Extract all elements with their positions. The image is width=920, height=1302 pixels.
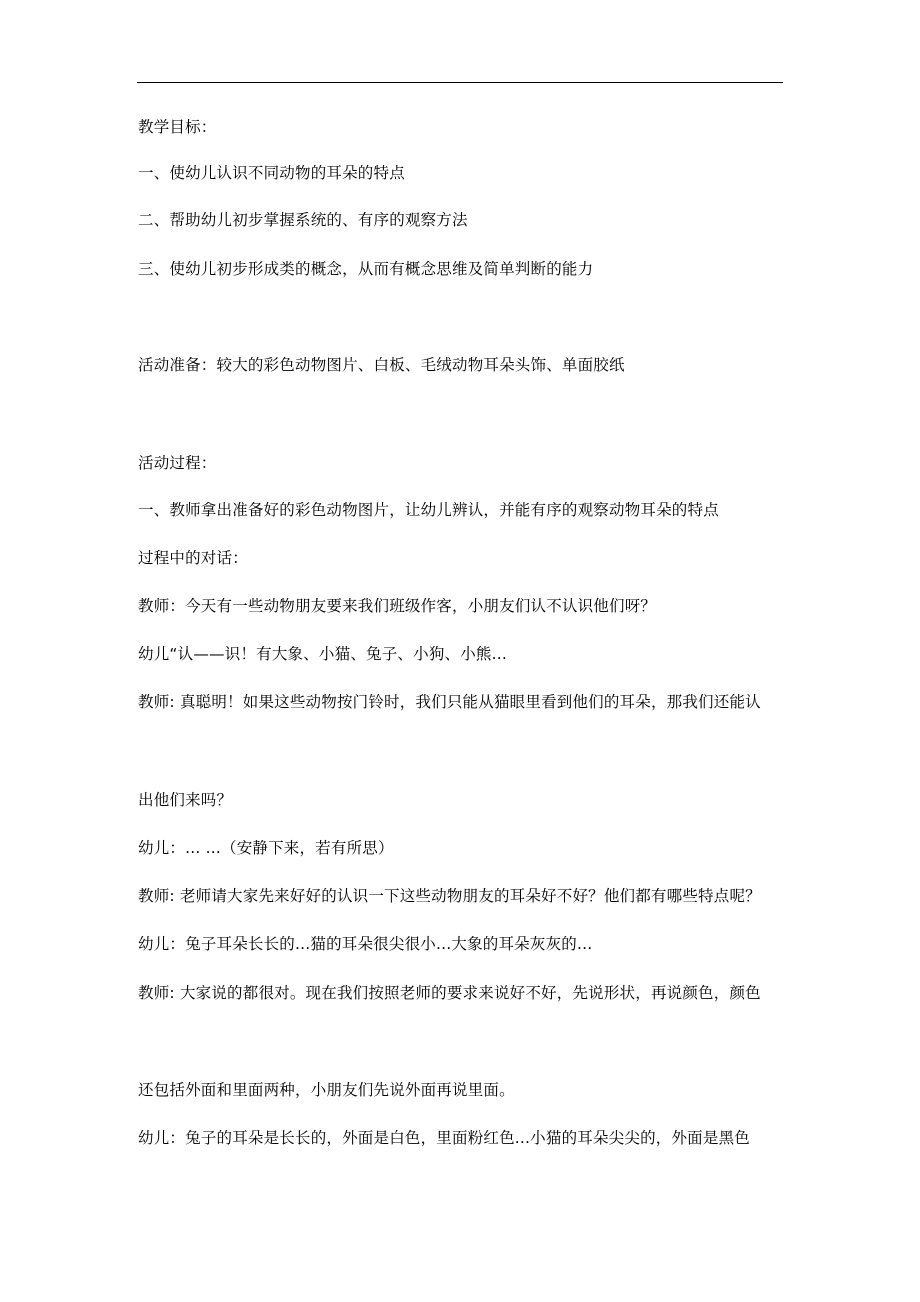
header-rule	[137, 82, 783, 83]
dialogue-line: 教师: 老师请大家先来好好的认识一下这些动物朋友的耳朵好不好？他们都有哪些特点呢？	[138, 887, 761, 905]
dialogue-line: 教师: 大家说的都很对。现在我们按照老师的要求来说好不好，先说形状，再说颜色，颜色	[138, 984, 761, 1002]
dialogue-line: 幼儿“认——识！有大象、小猫、兔子、小狗、小熊...	[138, 645, 508, 663]
dialogue-line: 幼儿：... ...（安静下来，若有所思）	[138, 839, 394, 857]
objective-1: 一、使幼儿认识不同动物的耳朵的特点	[138, 164, 405, 182]
section-heading-process: 活动过程：	[138, 454, 217, 472]
dialogue-heading: 过程中的对话：	[138, 549, 248, 567]
section-heading-objectives: 教学目标：	[138, 118, 217, 136]
objective-3: 三、使幼儿初步形成类的概念，从而有概念思维及简单判断的能力	[138, 260, 594, 278]
dialogue-line: 教师：今天有一些动物朋友要来我们班级作客，小朋友们认不认识他们呀？	[138, 597, 657, 615]
objective-2: 二、帮助幼儿初步掌握系统的、有序的观察方法	[138, 211, 468, 229]
process-step-1: 一、教师拿出准备好的彩色动物图片，让幼儿辨认，并能有序的观察动物耳朵的特点	[138, 501, 719, 519]
dialogue-line: 教师: 真聪明！如果这些动物按门铃时，我们只能从猫眼里看到他们的耳朵，那我们还能认	[138, 693, 761, 711]
dialogue-line: 出他们来吗？	[138, 791, 233, 809]
preparation: 活动准备：较大的彩色动物图片、白板、毛绒动物耳朵头饰、单面胶纸	[138, 356, 625, 374]
dialogue-line: 还包括外面和里面两种，小朋友们先说外面再说里面。	[138, 1081, 515, 1099]
dialogue-line: 幼儿：兔子耳朵长长的...猫的耳朵很尖很小...大象的耳朵灰灰的...	[138, 935, 593, 953]
dialogue-line: 幼儿：兔子的耳朵是长长的，外面是白色，里面粉红色...小猫的耳朵尖尖的，外面是黑色	[138, 1129, 750, 1147]
